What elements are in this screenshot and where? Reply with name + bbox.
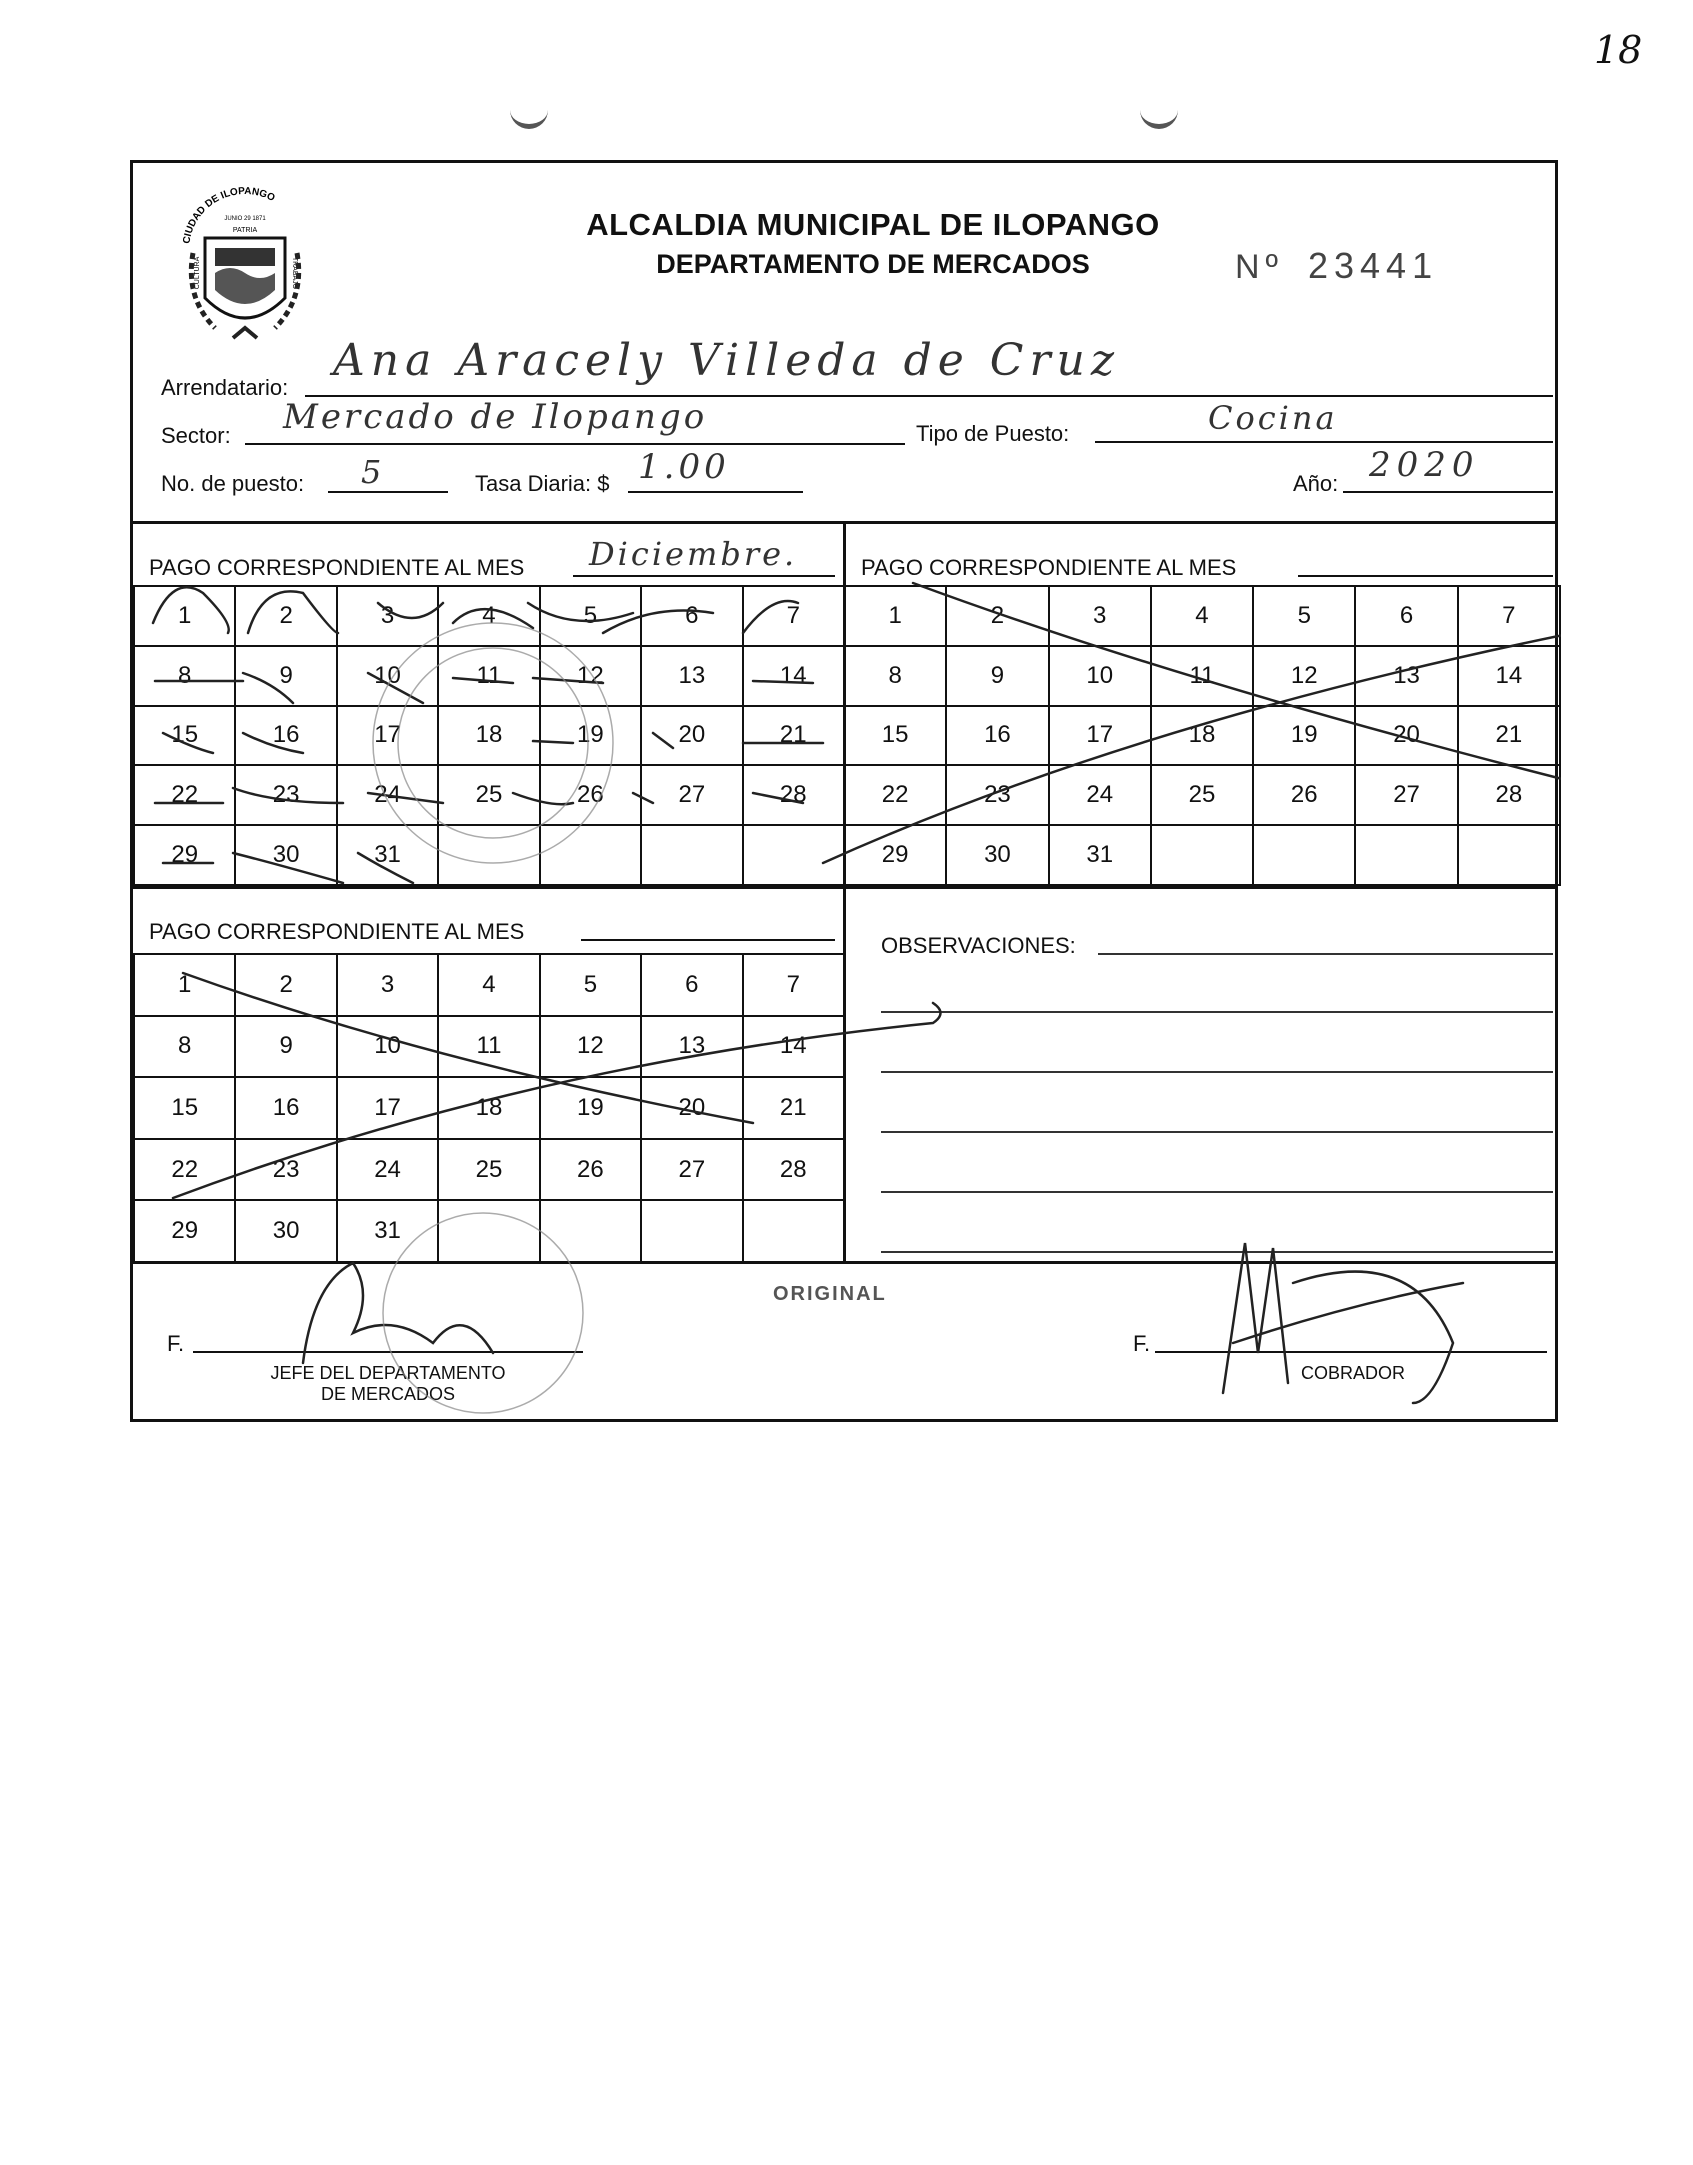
day-cell: 7 [1458, 586, 1560, 646]
tick-mark [453, 609, 533, 628]
tick-mark [163, 733, 213, 753]
day-cell: 20 [641, 1077, 742, 1139]
cross-line [173, 1003, 941, 1198]
tick-mark [153, 587, 229, 633]
official-stamp-footer [383, 1213, 583, 1413]
logo-text-left: CULTURA [194, 256, 201, 290]
day-cell: 12 [540, 646, 641, 706]
day-cell: 1 [134, 954, 235, 1016]
folio-value: 23441 [1307, 245, 1439, 286]
day-cell: 26 [1253, 765, 1355, 825]
arrendatario-value: Ana Aracely Villeda de Cruz [333, 335, 1121, 386]
day-cell: 8 [134, 1016, 235, 1078]
tick-mark [633, 793, 653, 803]
day-cell: 24 [337, 765, 438, 825]
day-cell: 30 [235, 825, 336, 885]
day-cell: 21 [743, 706, 844, 766]
right-signature-prefix: F. [1133, 1331, 1151, 1356]
cross-line [823, 633, 1561, 863]
day-cell: 5 [540, 954, 641, 1016]
day-cell: 2 [235, 586, 336, 646]
anio-label: Año: [1293, 471, 1339, 496]
day-cell: 4 [1151, 586, 1253, 646]
day-cell: 6 [641, 954, 742, 1016]
department-name: DEPARTAMENTO DE MERCADOS [656, 249, 1090, 279]
sector-value: Mercado de Ilopango [283, 397, 708, 437]
tick-mark [358, 853, 413, 883]
day-cell: 7 [743, 954, 844, 1016]
logo-text-top: CIUDAD DE ILOPANGO [181, 185, 277, 245]
day-cell: 11 [438, 646, 539, 706]
day-cell: 18 [438, 706, 539, 766]
day-cell: 15 [844, 706, 946, 766]
right-signature-caption: COBRADOR [1300, 1363, 1405, 1383]
tick-mark [603, 611, 713, 634]
day-cell: 8 [134, 646, 235, 706]
observaciones-label: OBSERVACIONES: [881, 933, 1076, 958]
day-cell: 16 [235, 706, 336, 766]
arrendatario-label: Arrendatario: [161, 375, 289, 400]
punch-hole-right [1140, 98, 1178, 129]
logo-text-patria: PATRIA [232, 227, 258, 234]
day-cell: 4 [438, 954, 539, 1016]
cross-line [183, 973, 753, 1123]
day-cell: 1 [134, 586, 235, 646]
day-cell: 20 [641, 706, 742, 766]
left-caption-line-1: JEFE DEL DEPARTAMENTO [270, 1363, 506, 1383]
day-cell: 30 [946, 825, 1048, 885]
day-cell: 27 [1355, 765, 1457, 825]
tick-mark [753, 793, 803, 803]
day-cell: 3 [337, 586, 438, 646]
puesto-label: No. de puesto: [161, 471, 305, 496]
day-cell: 29 [844, 825, 946, 885]
day-cell: 13 [1355, 646, 1457, 706]
month-1-label: PAGO CORRESPONDIENTE AL MES [149, 555, 525, 580]
day-cell: 14 [743, 646, 844, 706]
market-payment-card [130, 160, 1558, 1422]
left-caption-line-2: DE MERCADOS [320, 1384, 455, 1404]
day-cell: 31 [1049, 825, 1151, 885]
day-cell: 18 [1151, 706, 1253, 766]
day-cell: 25 [438, 765, 539, 825]
tick-mark [453, 678, 513, 683]
day-cell: 12 [1253, 646, 1355, 706]
logo-text-date: JUNIO 29 1871 [224, 216, 266, 222]
day-cell: 16 [235, 1077, 336, 1139]
tick-mark [233, 853, 343, 883]
page-number: 18 [1594, 28, 1643, 72]
day-cell: 22 [134, 1139, 235, 1201]
day-cell: 24 [1049, 765, 1151, 825]
tick-mark [378, 603, 443, 618]
handwritten-marks [133, 163, 1561, 1425]
punch-hole-left [510, 98, 548, 129]
official-stamp [373, 623, 613, 863]
day-cell: 26 [540, 765, 641, 825]
day-cell: 1 [844, 586, 946, 646]
day-cell: 25 [1151, 765, 1253, 825]
day-cell: 16 [946, 706, 1048, 766]
sector-label: Sector: [161, 423, 231, 448]
day-cell: 2 [235, 954, 336, 1016]
tick-mark [653, 733, 673, 748]
day-cell: 21 [743, 1077, 844, 1139]
day-cell: 31 [337, 825, 438, 885]
day-cell: 15 [134, 1077, 235, 1139]
day-cell: 29 [134, 1200, 235, 1262]
day-cell: 23 [235, 765, 336, 825]
day-cell: 28 [1458, 765, 1560, 825]
day-cell: 9 [235, 1016, 336, 1078]
day-cell: 29 [134, 825, 235, 885]
day-cell: 11 [438, 1016, 539, 1078]
day-cell: 14 [743, 1016, 844, 1078]
tipo-puesto-value: Cocina [1208, 399, 1338, 437]
tipo-puesto-label: Tipo de Puesto: [916, 421, 1070, 446]
tick-mark [368, 793, 443, 803]
day-cell: 22 [844, 765, 946, 825]
tick-mark [243, 733, 303, 753]
day-cell: 24 [337, 1139, 438, 1201]
tick-mark [528, 603, 633, 621]
day-cell: 5 [1253, 586, 1355, 646]
puesto-value: 5 [361, 453, 382, 491]
day-cell: 18 [438, 1077, 539, 1139]
day-cell: 23 [946, 765, 1048, 825]
day-cell: 7 [743, 586, 844, 646]
day-cell: 17 [337, 1077, 438, 1139]
original-label: ORIGINAL [773, 1283, 887, 1305]
day-cell: 3 [1049, 586, 1151, 646]
day-cell: 11 [1151, 646, 1253, 706]
day-cell: 25 [438, 1139, 539, 1201]
day-cell: 23 [235, 1139, 336, 1201]
day-cell: 10 [337, 1016, 438, 1078]
day-cell: 28 [743, 765, 844, 825]
tick-mark [248, 591, 338, 633]
day-cell: 31 [337, 1200, 438, 1262]
tick-mark [743, 601, 798, 633]
tick-mark [753, 681, 813, 683]
day-cell: 17 [1049, 706, 1151, 766]
day-cell: 30 [235, 1200, 336, 1262]
day-cell: 15 [134, 706, 235, 766]
tick-mark [533, 741, 573, 743]
day-cell: 28 [743, 1139, 844, 1201]
day-cell: 8 [844, 646, 946, 706]
tasa-value: 1.00 [638, 447, 730, 487]
day-cell: 19 [540, 706, 641, 766]
day-cell: 17 [337, 706, 438, 766]
day-cell: 22 [134, 765, 235, 825]
month-3-label: PAGO CORRESPONDIENTE AL MES [149, 919, 525, 944]
day-cell: 6 [641, 586, 742, 646]
tick-mark [243, 673, 293, 703]
day-cell: 12 [540, 1016, 641, 1078]
month-1-value: Diciembre. [589, 535, 798, 573]
day-cell: 26 [540, 1139, 641, 1201]
anio-value: 2020 [1369, 445, 1480, 485]
day-cell: 9 [235, 646, 336, 706]
day-cell: 20 [1355, 706, 1457, 766]
cross-line [913, 583, 1561, 783]
day-cell: 19 [540, 1077, 641, 1139]
day-cell: 10 [337, 646, 438, 706]
day-cell: 13 [641, 1016, 742, 1078]
tick-mark [533, 678, 603, 683]
day-cell: 9 [946, 646, 1048, 706]
month-2-label: PAGO CORRESPONDIENTE AL MES [861, 555, 1237, 580]
day-cell: 2 [946, 586, 1048, 646]
day-cell: 6 [1355, 586, 1457, 646]
day-cell: 13 [641, 646, 742, 706]
day-cell: 21 [1458, 706, 1560, 766]
municipality-name: ALCALDIA MUNICIPAL DE ILOPANGO [586, 207, 1160, 242]
day-cell: 19 [1253, 706, 1355, 766]
day-cell: 3 [337, 954, 438, 1016]
signature-stroke [303, 1263, 493, 1363]
day-cell: 5 [540, 586, 641, 646]
day-cell: 4 [438, 586, 539, 646]
day-cell: 27 [641, 765, 742, 825]
logo-text-right: TRABAJO [291, 256, 298, 290]
tasa-label: Tasa Diaria: $ [475, 471, 610, 496]
day-cell: 10 [1049, 646, 1151, 706]
day-cell: 27 [641, 1139, 742, 1201]
signature-stroke [1223, 1243, 1463, 1403]
folio-label: Nº [1235, 248, 1284, 286]
tick-mark [233, 788, 343, 803]
left-signature-prefix: F. [167, 1331, 185, 1356]
tick-mark [513, 793, 573, 804]
day-cell: 14 [1458, 646, 1560, 706]
